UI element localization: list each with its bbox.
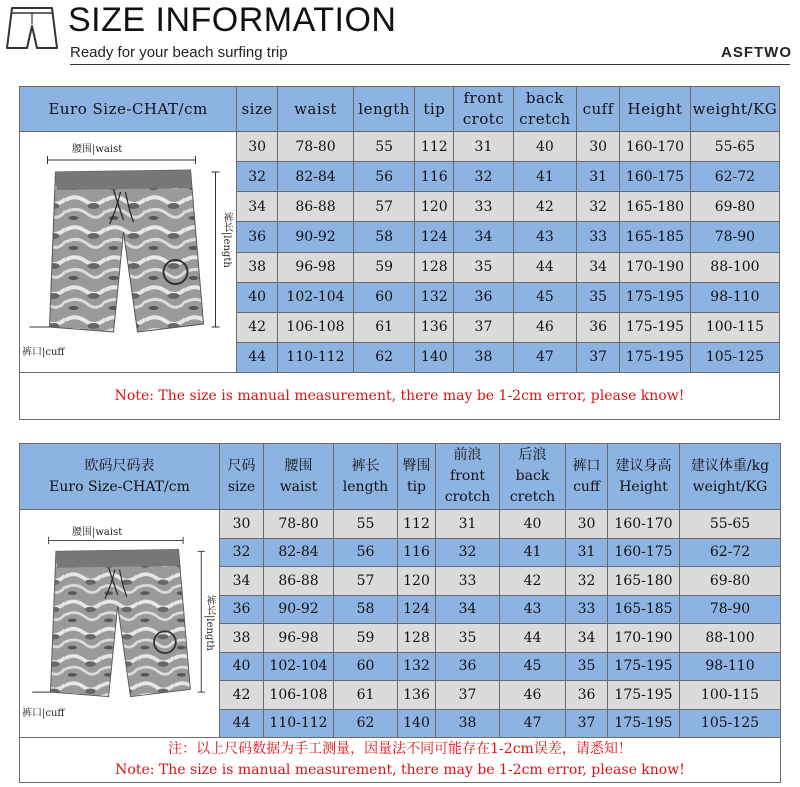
measurement-cell: 40 xyxy=(500,510,566,539)
measurement-cell: 112 xyxy=(398,510,436,539)
measurement-cell: 38 xyxy=(454,342,513,372)
measurement-cell: 100-115 xyxy=(680,681,781,710)
measurement-cell: 58 xyxy=(334,595,398,624)
measurement-cell: 106-108 xyxy=(264,681,334,710)
measurement-cell: 31 xyxy=(566,538,608,567)
size-cell: 36 xyxy=(220,595,264,624)
measurement-cell: 98-110 xyxy=(680,652,781,681)
header-cell: front crotc xyxy=(454,87,513,132)
measurement-cell: 55 xyxy=(353,132,414,162)
header-cell: 腰围 waist xyxy=(264,444,334,510)
measurement-cell: 35 xyxy=(436,624,500,653)
measurement-cell: 32 xyxy=(436,538,500,567)
measurement-cell: 102-104 xyxy=(264,652,334,681)
measurement-cell: 116 xyxy=(398,538,436,567)
measurement-cell: 165-185 xyxy=(620,222,691,252)
size-cell: 34 xyxy=(220,567,264,596)
measurement-cell: 120 xyxy=(415,192,454,222)
size-cell: 42 xyxy=(237,312,278,342)
header-cell: weight/KG xyxy=(690,87,779,132)
measurement-note: Note: The size is manual measurement, there may be 1-2cm error, please know! xyxy=(20,373,780,420)
size-table-english xyxy=(19,86,780,420)
measurement-cell: 60 xyxy=(353,282,414,312)
measurement-cell: 47 xyxy=(513,342,577,372)
measurement-cell: 32 xyxy=(577,192,620,222)
measurement-cell: 96-98 xyxy=(278,252,354,282)
measurement-cell: 110-112 xyxy=(264,709,334,738)
measurement-cell: 36 xyxy=(436,652,500,681)
measurement-cell: 170-190 xyxy=(608,624,680,653)
measurement-cell: 43 xyxy=(513,222,577,252)
measurement-cell: 44 xyxy=(513,252,577,282)
measurement-cell: 57 xyxy=(334,567,398,596)
measurement-cell: 140 xyxy=(415,342,454,372)
header-cell: Height xyxy=(620,87,691,132)
page-subtitle: Ready for your beach surfing trip xyxy=(70,44,790,65)
measurement-note-en: Note: The size is manual measurement, there may be 1-2cm error, please know! xyxy=(115,762,685,778)
measurement-cell: 37 xyxy=(577,342,620,372)
measurement-cell: 100-115 xyxy=(690,312,779,342)
measurement-cell: 102-104 xyxy=(278,282,354,312)
measurement-cell: 42 xyxy=(500,567,566,596)
page-header xyxy=(0,0,800,70)
measurement-cell: 61 xyxy=(334,681,398,710)
measurement-cell: 34 xyxy=(454,222,513,252)
measurement-cell: 35 xyxy=(454,252,513,282)
measurement-cell: 160-170 xyxy=(608,510,680,539)
measurement-cell: 31 xyxy=(436,510,500,539)
measurement-cell: 78-80 xyxy=(278,132,354,162)
size-cell: 30 xyxy=(237,132,278,162)
measurement-cell: 132 xyxy=(398,652,436,681)
size-cell: 32 xyxy=(220,538,264,567)
measurement-cell: 55-65 xyxy=(690,132,779,162)
size-cell: 36 xyxy=(237,222,278,252)
shorts-icon xyxy=(4,4,60,60)
measurement-cell: 34 xyxy=(436,595,500,624)
measurement-cell: 86-88 xyxy=(278,192,354,222)
measurement-cell: 90-92 xyxy=(278,222,354,252)
measurement-cell: 44 xyxy=(500,624,566,653)
measurement-cell: 69-80 xyxy=(680,567,781,596)
measurement-cell: 165-180 xyxy=(620,192,691,222)
measurement-cell: 58 xyxy=(353,222,414,252)
measurement-cell: 45 xyxy=(500,652,566,681)
measurement-cell: 82-84 xyxy=(278,162,354,192)
measurement-cell: 57 xyxy=(353,192,414,222)
shorts-illustration xyxy=(20,132,231,372)
page-title: SIZE INFORMATION xyxy=(68,1,397,39)
size-cell: 44 xyxy=(220,709,264,738)
measurement-cell: 33 xyxy=(577,222,620,252)
header-cell: Euro Size-CHAT/cm xyxy=(20,87,237,132)
measurement-cell: 60 xyxy=(334,652,398,681)
measurement-cell: 78-90 xyxy=(690,222,779,252)
measurement-cell: 136 xyxy=(415,312,454,342)
header-cell: length xyxy=(353,87,414,132)
measurement-cell: 33 xyxy=(454,192,513,222)
size-cell: 32 xyxy=(237,162,278,192)
measurement-cell: 160-175 xyxy=(608,538,680,567)
measurement-cell: 41 xyxy=(513,162,577,192)
length-label: 裤长|length xyxy=(221,212,233,268)
measurement-cell: 37 xyxy=(454,312,513,342)
measurement-cell: 41 xyxy=(500,538,566,567)
measurement-cell: 160-170 xyxy=(620,132,691,162)
measurement-cell: 90-92 xyxy=(264,595,334,624)
header-cell: 欧码尺码表 Euro Size-CHAT/cm xyxy=(20,444,220,510)
measurement-cell: 62 xyxy=(353,342,414,372)
measurement-cell: 36 xyxy=(566,681,608,710)
size-cell: 44 xyxy=(237,342,278,372)
measurement-cell: 47 xyxy=(500,709,566,738)
header-cell: size xyxy=(237,87,278,132)
measurement-cell: 33 xyxy=(566,595,608,624)
header-cell: waist xyxy=(278,87,354,132)
measurement-cell: 34 xyxy=(566,624,608,653)
measurement-cell: 36 xyxy=(454,282,513,312)
measurement-cell: 55 xyxy=(334,510,398,539)
table-header-row xyxy=(20,444,781,510)
measurement-cell: 36 xyxy=(577,312,620,342)
size-cell: 34 xyxy=(237,192,278,222)
cuff-label: 裤口|cuff xyxy=(22,707,65,719)
cuff-label: 裤口|cuff xyxy=(22,347,65,358)
measurement-cell: 38 xyxy=(436,709,500,738)
measurement-cell: 88-100 xyxy=(690,252,779,282)
measurement-cell: 59 xyxy=(353,252,414,282)
measurement-cell: 82-84 xyxy=(264,538,334,567)
measurement-cell: 35 xyxy=(566,652,608,681)
size-cell: 38 xyxy=(220,624,264,653)
header-cell: cuff xyxy=(577,87,620,132)
measurement-cell: 132 xyxy=(415,282,454,312)
shorts-image-cell xyxy=(20,510,220,738)
measurement-cell: 78-90 xyxy=(680,595,781,624)
table-header-row xyxy=(20,87,780,132)
measurement-cell: 175-195 xyxy=(608,652,680,681)
measurement-cell: 62-72 xyxy=(680,538,781,567)
header-cell: 前浪 front crotch xyxy=(436,444,500,510)
measurement-cell: 165-180 xyxy=(608,567,680,596)
measurement-cell: 128 xyxy=(415,252,454,282)
measurement-cell: 46 xyxy=(500,681,566,710)
measurement-cell: 35 xyxy=(577,282,620,312)
measurement-cell: 69-80 xyxy=(690,192,779,222)
header-cell: 尺码 size xyxy=(220,444,264,510)
measurement-cell: 112 xyxy=(415,132,454,162)
measurement-note-cn: 注：以上尺码数据为手工测量，因量法不同可能存在1-2cm误差，请悉知！ xyxy=(168,741,632,757)
size-cell: 42 xyxy=(220,681,264,710)
measurement-cell: 37 xyxy=(566,709,608,738)
measurement-cell: 170-190 xyxy=(620,252,691,282)
measurement-cell: 31 xyxy=(577,162,620,192)
measurement-cell: 86-88 xyxy=(264,567,334,596)
measurement-cell: 120 xyxy=(398,567,436,596)
measurement-cell: 56 xyxy=(334,538,398,567)
measurement-cell: 105-125 xyxy=(690,342,779,372)
measurement-cell: 32 xyxy=(454,162,513,192)
measurement-cell: 42 xyxy=(513,192,577,222)
measurement-cell: 175-195 xyxy=(620,342,691,372)
measurement-cell: 33 xyxy=(436,567,500,596)
measurement-cell: 61 xyxy=(353,312,414,342)
size-cell: 40 xyxy=(237,282,278,312)
shorts-image-cell xyxy=(20,132,237,373)
shorts-illustration xyxy=(20,515,219,733)
measurement-cell: 140 xyxy=(398,709,436,738)
size-cell: 40 xyxy=(220,652,264,681)
measurement-cell: 88-100 xyxy=(680,624,781,653)
measurement-cell: 136 xyxy=(398,681,436,710)
measurement-cell: 124 xyxy=(415,222,454,252)
measurement-cell: 116 xyxy=(415,162,454,192)
measurement-cell: 30 xyxy=(566,510,608,539)
measurement-cell: 78-80 xyxy=(264,510,334,539)
measurement-cell: 98-110 xyxy=(690,282,779,312)
measurement-cell: 128 xyxy=(398,624,436,653)
size-cell: 30 xyxy=(220,510,264,539)
measurement-cell: 160-175 xyxy=(620,162,691,192)
measurement-cell: 105-125 xyxy=(680,709,781,738)
header-cell: 建议体重/kg weight/KG xyxy=(680,444,781,510)
header-cell: 臀围 tip xyxy=(398,444,436,510)
measurement-cell: 32 xyxy=(566,567,608,596)
measurement-cell: 59 xyxy=(334,624,398,653)
measurement-cell: 124 xyxy=(398,595,436,624)
header-cell: 建议身高 Height xyxy=(608,444,680,510)
waist-label: 腰围|waist xyxy=(72,526,123,538)
measurement-cell: 175-195 xyxy=(620,282,691,312)
measurement-cell: 175-195 xyxy=(620,312,691,342)
size-table-bilingual xyxy=(19,443,781,783)
measurement-cell: 175-195 xyxy=(608,709,680,738)
measurement-cell: 175-195 xyxy=(608,681,680,710)
header-cell: 裤口 cuff xyxy=(566,444,608,510)
header-cell: back cretch xyxy=(513,87,577,132)
length-label: 裤长|length xyxy=(204,594,215,651)
size-cell: 38 xyxy=(237,252,278,282)
measurement-cell: 46 xyxy=(513,312,577,342)
measurement-note xyxy=(20,738,781,783)
measurement-cell: 30 xyxy=(577,132,620,162)
header-cell: tip xyxy=(415,87,454,132)
measurement-cell: 62 xyxy=(334,709,398,738)
header-cell: 后浪 back cretch xyxy=(500,444,566,510)
table-row xyxy=(20,132,780,162)
measurement-cell: 31 xyxy=(454,132,513,162)
measurement-cell: 43 xyxy=(500,595,566,624)
table-row xyxy=(20,510,781,539)
measurement-cell: 45 xyxy=(513,282,577,312)
waist-label: 腰围|waist xyxy=(72,144,123,155)
header-cell: 裤长 length xyxy=(334,444,398,510)
measurement-cell: 56 xyxy=(353,162,414,192)
measurement-cell: 37 xyxy=(436,681,500,710)
measurement-cell: 96-98 xyxy=(264,624,334,653)
brand-name: ASFTWO xyxy=(721,44,792,61)
measurement-cell: 110-112 xyxy=(278,342,354,372)
measurement-cell: 62-72 xyxy=(690,162,779,192)
measurement-cell: 165-185 xyxy=(608,595,680,624)
measurement-cell: 34 xyxy=(577,252,620,282)
measurement-cell: 40 xyxy=(513,132,577,162)
measurement-cell: 106-108 xyxy=(278,312,354,342)
measurement-cell: 55-65 xyxy=(680,510,781,539)
